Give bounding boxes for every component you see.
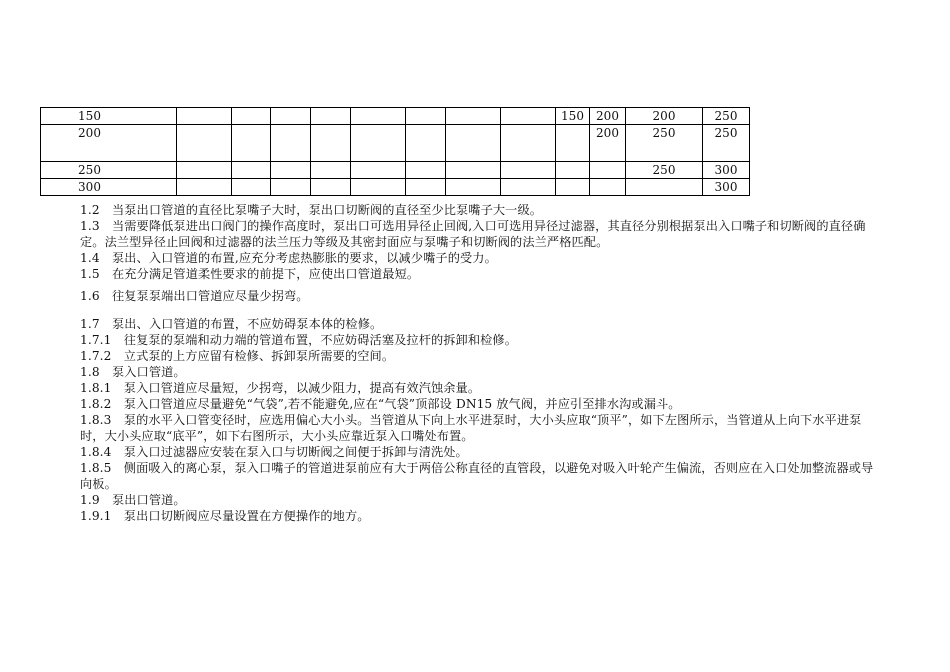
table-cell: 200	[626, 108, 703, 125]
table-cell	[271, 125, 311, 162]
table-cell	[232, 108, 271, 125]
table-row	[41, 125, 750, 162]
table-cell	[232, 179, 271, 196]
table-cell: 300	[703, 162, 750, 179]
clause-1-9-1: 1.9.1 泵出口切断阀应尽量设置在方便操作的地方。	[80, 509, 370, 523]
table-cell	[501, 108, 556, 125]
table-cell: 300	[41, 179, 177, 196]
table-cell	[311, 125, 351, 162]
table-cell	[406, 179, 446, 196]
table-cell: 250	[703, 125, 750, 162]
table-cell	[626, 179, 703, 196]
clause-1-7-1: 1.7.1 往复泵的泵端和动力端的管道布置，不应妨碍活塞及拉杆的拆卸和检修。	[80, 333, 517, 347]
table-cell: 200	[590, 125, 626, 162]
clause-1-7: 1.7 泵出、入口管道的布置，不应妨碍泵本体的检修。	[80, 317, 383, 331]
table-cell	[406, 125, 446, 162]
table-cell	[501, 179, 556, 196]
table-cell	[590, 162, 626, 179]
table-cell	[177, 162, 232, 179]
table-cell	[590, 179, 626, 196]
table-cell	[501, 162, 556, 179]
clause-1-4: 1.4 泵出、入口管道的布置,应充分考虑热膨胀的要求，以减少嘴子的受力。	[80, 251, 497, 265]
table-cell	[446, 108, 501, 125]
clause-1-8-3: 1.8.3 泵的水平入口管变径时，应选用偏心大小头。当管道从下向上水平进泵时，大小头应取“顶平”，如下左图所示，当管道从上向下水平进泵时，大小头应取“底平”，如下右图所示，大小头应靠近泵入口嘴处布置。	[80, 413, 862, 443]
pipe-diameter-table	[40, 107, 750, 196]
clause-1-8-4: 1.8.4 泵入口过滤器应安装在泵入口与切断阀之间便于拆卸与清洗处。	[80, 445, 468, 459]
table-cell	[446, 125, 501, 162]
table-cell	[501, 125, 556, 162]
table-cell: 250	[703, 108, 750, 125]
table-cell	[556, 179, 590, 196]
table-cell: 200	[590, 108, 626, 125]
table-cell: 150	[41, 108, 177, 125]
table-cell: 150	[556, 108, 590, 125]
clause-1-8-1: 1.8.1 泵入口管道应尽量短，少拐弯，以减少阻力，提高有效汽蚀余量。	[80, 381, 481, 395]
table-cell	[351, 108, 406, 125]
table-cell	[556, 162, 590, 179]
table-cell	[232, 162, 271, 179]
table-cell	[311, 179, 351, 196]
clause-1-5: 1.5 在充分满足管道柔性要求的前提下，应使出口管道最短。	[80, 267, 420, 281]
table-row	[41, 162, 750, 179]
table-cell: 200	[41, 125, 177, 162]
table-cell	[351, 179, 406, 196]
clause-1-8-2: 1.8.2 泵入口管道应尽量避免“气袋”,若不能避免,应在“气袋”顶部设 DN15 放气阀，并应引至排水沟或漏斗。	[80, 397, 681, 411]
table-row	[41, 179, 750, 196]
clause-1-6: 1.6 往复泵泵端出口管道应尽量少拐弯。	[80, 289, 309, 303]
clause-1-9: 1.9 泵出口管道。	[80, 493, 186, 507]
table-cell	[177, 108, 232, 125]
spec-text-body	[80, 202, 880, 524]
table-cell	[177, 179, 232, 196]
table-cell	[271, 108, 311, 125]
clause-1-3: 1.3 当需要降低泵进出口阀门的操作高度时，泵出口可选用异径止回阀,入口可选用异径过滤器，其直径分别根据泵出入口嘴子和切断阀的直径确定。法兰型异径止回阀和过滤器的法兰压力等级及其密封面应与泵嘴子和切断阀的法兰严格匹配。	[80, 219, 866, 249]
clause-1-2: 1.2 当泵出口管道的直径比泵嘴子大时，泵出口切断阀的直径至少比泵嘴子大一级。	[80, 203, 543, 217]
table-cell	[556, 125, 590, 162]
table-cell	[271, 162, 311, 179]
table-cell: 250	[41, 162, 177, 179]
table-cell	[311, 162, 351, 179]
table-cell: 300	[703, 179, 750, 196]
table-cell	[232, 125, 271, 162]
table-cell: 250	[626, 125, 703, 162]
table-cell	[351, 125, 406, 162]
table-cell: 250	[626, 162, 703, 179]
table-cell	[406, 108, 446, 125]
table-cell	[446, 179, 501, 196]
table-cell	[311, 108, 351, 125]
clause-1-8-5: 1.8.5 侧面吸入的离心泵，泵入口嘴子的管道进泵前应有大于两倍公称直径的直管段，以避免对吸入叶轮产生偏流，否则应在入口处加整流器或导向板。	[80, 461, 874, 491]
table-row	[41, 108, 750, 125]
table-cell	[177, 125, 232, 162]
table-cell	[351, 162, 406, 179]
table-cell	[271, 179, 311, 196]
clause-1-7-2: 1.7.2 立式泵的上方应留有检修、拆卸泵所需要的空间。	[80, 349, 395, 363]
clause-1-8: 1.8 泵入口管道。	[80, 365, 186, 379]
table-cell	[446, 162, 501, 179]
table-cell	[406, 162, 446, 179]
